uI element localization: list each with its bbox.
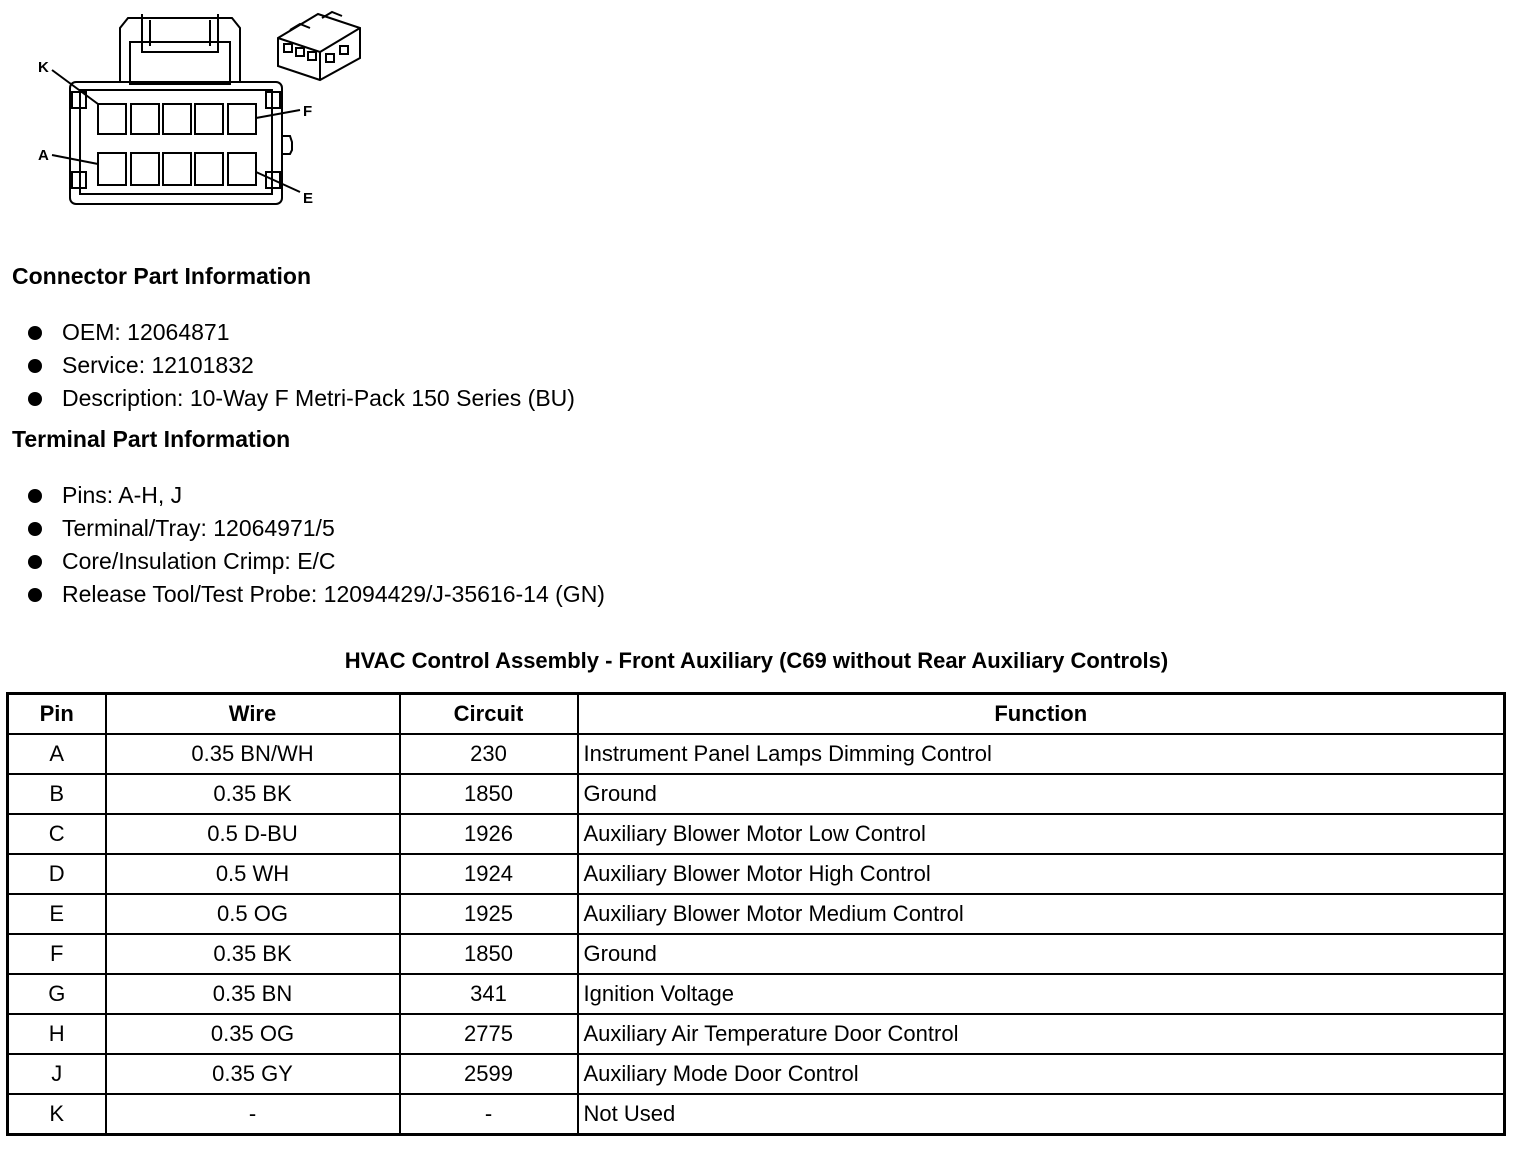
bullet-icon — [28, 588, 42, 602]
circuit-cell: 341 — [400, 974, 578, 1014]
table-row — [8, 774, 1505, 814]
wire-cell: 0.5 WH — [106, 854, 400, 894]
table-row — [8, 854, 1505, 894]
list-item: Release Tool/Test Probe: 12094429/J-35616-14 (GN) — [28, 578, 605, 611]
wire-cell: 0.5 D-BU — [106, 814, 400, 854]
header-wire: Wire — [106, 694, 400, 735]
wire-cell: 0.35 GY — [106, 1054, 400, 1094]
bullet-icon — [28, 489, 42, 503]
table-row — [8, 934, 1505, 974]
wire-cell: 0.35 BN — [106, 974, 400, 1014]
header-pin: Pin — [8, 694, 106, 735]
function-cell: Auxiliary Air Temperature Door Control — [578, 1014, 1505, 1054]
table-header-row — [8, 694, 1505, 735]
table-row — [8, 1054, 1505, 1094]
table-row — [8, 814, 1505, 854]
function-cell: Not Used — [578, 1094, 1505, 1135]
table-row — [8, 1014, 1505, 1054]
pin-cell: J — [8, 1054, 106, 1094]
table-row — [8, 894, 1505, 934]
pin-label-a: A — [38, 147, 49, 164]
pin-cell: H — [8, 1014, 106, 1054]
pin-label-e: E — [303, 190, 314, 207]
list-item: Service: 12101832 — [28, 349, 575, 382]
function-cell: Auxiliary Blower Motor Low Control — [578, 814, 1505, 854]
table-row — [8, 1094, 1505, 1135]
pin-label-k: K — [38, 59, 49, 76]
table-title: HVAC Control Assembly - Front Auxiliary (C69 without Rear Auxiliary Controls) — [344, 648, 1169, 673]
connector-info-heading: Connector Part Information — [12, 263, 312, 289]
function-cell: Instrument Panel Lamps Dimming Control — [578, 734, 1505, 774]
wire-cell: 0.35 BN/WH — [106, 734, 400, 774]
pin-cell: B — [8, 774, 106, 814]
pinout-table — [6, 692, 1506, 1136]
table-row — [8, 734, 1505, 774]
function-cell: Auxiliary Blower Motor High Control — [578, 854, 1505, 894]
wire-cell: 0.5 OG — [106, 894, 400, 934]
pin-cell: D — [8, 854, 106, 894]
list-item: Terminal/Tray: 12064971/5 — [28, 512, 605, 545]
wire-cell: 0.35 BK — [106, 934, 400, 974]
pin-cell: A — [8, 734, 106, 774]
bullet-icon — [28, 359, 42, 373]
list-item: Pins: A-H, J — [28, 479, 605, 512]
list-item: Description: 10-Way F Metri-Pack 150 Series (BU) — [28, 382, 575, 415]
header-circuit: Circuit — [400, 694, 578, 735]
list-item: Core/Insulation Crimp: E/C — [28, 545, 605, 578]
bullet-icon — [28, 392, 42, 406]
function-cell: Ground — [578, 934, 1505, 974]
pin-cell: G — [8, 974, 106, 1014]
pin-cell: E — [8, 894, 106, 934]
pin-label-f: F — [303, 103, 313, 120]
function-cell: Auxiliary Mode Door Control — [578, 1054, 1505, 1094]
table-row — [8, 974, 1505, 1014]
circuit-cell: 1850 — [400, 774, 578, 814]
wire-cell: 0.35 BK — [106, 774, 400, 814]
circuit-cell: - — [400, 1094, 578, 1135]
circuit-cell: 2775 — [400, 1014, 578, 1054]
list-item: OEM: 12064871 — [28, 316, 575, 349]
header-function: Function — [578, 694, 1505, 735]
function-cell: Ground — [578, 774, 1505, 814]
circuit-cell: 1925 — [400, 894, 578, 934]
bullet-icon — [28, 555, 42, 569]
circuit-cell: 1924 — [400, 854, 578, 894]
terminal-info-heading: Terminal Part Information — [12, 426, 291, 452]
pin-cell: C — [8, 814, 106, 854]
pin-cell: K — [8, 1094, 106, 1135]
pin-cell: F — [8, 934, 106, 974]
bullet-icon — [28, 522, 42, 536]
circuit-cell: 1926 — [400, 814, 578, 854]
circuit-cell: 1850 — [400, 934, 578, 974]
connector-diagram — [0, 0, 380, 225]
wire-cell: 0.35 OG — [106, 1014, 400, 1054]
terminal-info-list — [28, 479, 605, 611]
circuit-cell: 2599 — [400, 1054, 578, 1094]
circuit-cell: 230 — [400, 734, 578, 774]
wire-cell: - — [106, 1094, 400, 1135]
function-cell: Auxiliary Blower Motor Medium Control — [578, 894, 1505, 934]
function-cell: Ignition Voltage — [578, 974, 1505, 1014]
bullet-icon — [28, 326, 42, 340]
connector-info-list — [28, 316, 575, 415]
